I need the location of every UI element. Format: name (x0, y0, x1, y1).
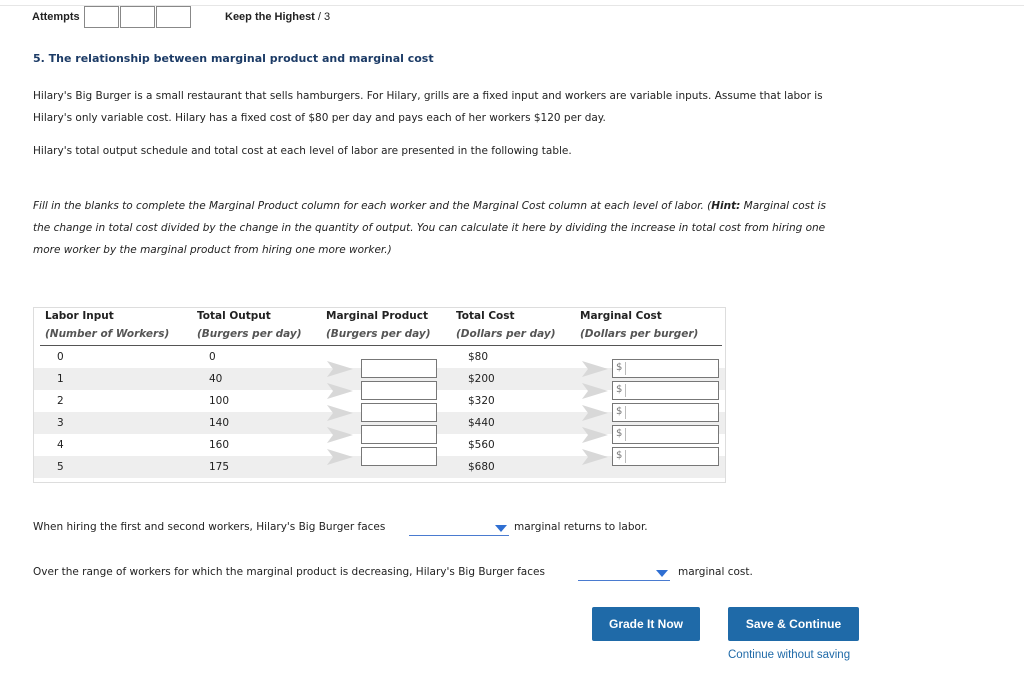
labor-cell: 1 (57, 373, 64, 385)
marginal-product-input-2[interactable] (361, 381, 437, 400)
between-rows-arrow-icon (327, 382, 355, 400)
returns-question-suffix: marginal returns to labor. (514, 521, 648, 533)
marginal-product-input-5[interactable] (361, 447, 437, 466)
cost-question-suffix: marginal cost. (678, 566, 753, 578)
header-mc-sub: (Dollars per burger) (580, 328, 699, 340)
marginal-cost-dropdown[interactable] (578, 566, 670, 581)
labor-cell: 0 (57, 351, 64, 363)
dollar-prefix: $ (616, 428, 623, 439)
header-mp-sub: (Burgers per day) (326, 328, 431, 340)
marginal-cost-input-3[interactable] (612, 403, 719, 422)
header-labor-input: Labor Input (45, 310, 114, 322)
header-marginal-cost: Marginal Cost (580, 310, 662, 322)
between-rows-arrow-icon (327, 404, 355, 422)
labor-cell: 2 (57, 395, 64, 407)
between-rows-arrow-icon (582, 404, 610, 422)
header-labor-sub: (Number of Workers) (45, 328, 170, 340)
grade-it-now-button[interactable]: Grade It Now (592, 607, 700, 641)
instructions-text: Fill in the blanks to complete the Marginal Product column for each worker and the Marginal Cost column at each level of labor. (Hint: Marginal cost is the change in total cost divided by the change in the quantity of output. You can calculate it here by dividing the increase in total cost from hiring one more worker by the marginal product from hiring one more worker.) (33, 200, 826, 256)
continue-without-saving-link[interactable]: Continue without saving (728, 649, 851, 661)
table-intro-text: Hilary's total output schedule and total cost at each level of labor are presented in the following table. (33, 145, 572, 157)
header-cost-sub: (Dollars per day) (456, 328, 556, 340)
output-cell: 160 (209, 439, 230, 451)
between-rows-arrow-icon (582, 426, 610, 444)
cost-cell: $80 (468, 351, 489, 363)
question-title: 5. The relationship between marginal product and marginal cost (33, 52, 434, 65)
dollar-prefix: $ (616, 362, 623, 373)
attempt-box-1 (84, 6, 119, 28)
keep-highest-label: Keep the Highest / 3 (225, 11, 331, 23)
dollar-prefix: $ (616, 406, 623, 417)
chevron-down-icon (656, 570, 668, 577)
cost-cell: $680 (468, 461, 495, 473)
output-cell: 140 (209, 417, 230, 429)
dollar-prefix: $ (616, 384, 623, 395)
cost-cell: $200 (468, 373, 495, 385)
cost-cell: $560 (468, 439, 495, 451)
header-total-output: Total Output (197, 310, 271, 322)
chevron-down-icon (495, 525, 507, 532)
attempts-label: Attempts (32, 11, 80, 23)
marginal-cost-input-2[interactable] (612, 381, 719, 400)
marginal-product-input-4[interactable] (361, 425, 437, 444)
marginal-product-input-3[interactable] (361, 403, 437, 422)
output-cell: 100 (209, 395, 230, 407)
marginal-cost-input-4[interactable] (612, 425, 719, 444)
labor-cell: 5 (57, 461, 64, 473)
output-cell: 175 (209, 461, 230, 473)
header-marginal-product: Marginal Product (326, 310, 428, 322)
between-rows-arrow-icon (582, 448, 610, 466)
marginal-product-input-1[interactable] (361, 359, 437, 378)
cost-question-text: Over the range of workers for which the marginal product is decreasing, Hilary's Big Burger faces (33, 566, 545, 578)
save-continue-button[interactable]: Save & Continue (728, 607, 859, 641)
marginal-cost-input-1[interactable] (612, 359, 719, 378)
labor-cell: 4 (57, 439, 64, 451)
output-cell: 0 (209, 351, 216, 363)
header-output-sub: (Burgers per day) (197, 328, 302, 340)
between-rows-arrow-icon (582, 382, 610, 400)
attempt-box-2 (120, 6, 155, 28)
between-rows-arrow-icon (327, 448, 355, 466)
labor-cell: 3 (57, 417, 64, 429)
intro-paragraph: Hilary's Big Burger is a small restaurant that sells hamburgers. For Hilary, grills are a fixed input and workers are variable inputs. Assume that labor is Hilary's only variable cost. Hilary has a fixed cost of $80 per day and pays each of her workers $120 per day. (33, 90, 823, 124)
cost-cell: $320 (468, 395, 495, 407)
between-rows-arrow-icon (582, 360, 610, 378)
returns-question-text: When hiring the first and second workers, Hilary's Big Burger faces (33, 521, 386, 533)
header-total-cost: Total Cost (456, 310, 515, 322)
cost-cell: $440 (468, 417, 495, 429)
output-cell: 40 (209, 373, 223, 385)
between-rows-arrow-icon (327, 426, 355, 444)
attempt-box-3 (156, 6, 191, 28)
dollar-prefix: $ (616, 450, 623, 461)
marginal-cost-input-5[interactable] (612, 447, 719, 466)
returns-dropdown[interactable] (409, 521, 509, 536)
between-rows-arrow-icon (327, 360, 355, 378)
